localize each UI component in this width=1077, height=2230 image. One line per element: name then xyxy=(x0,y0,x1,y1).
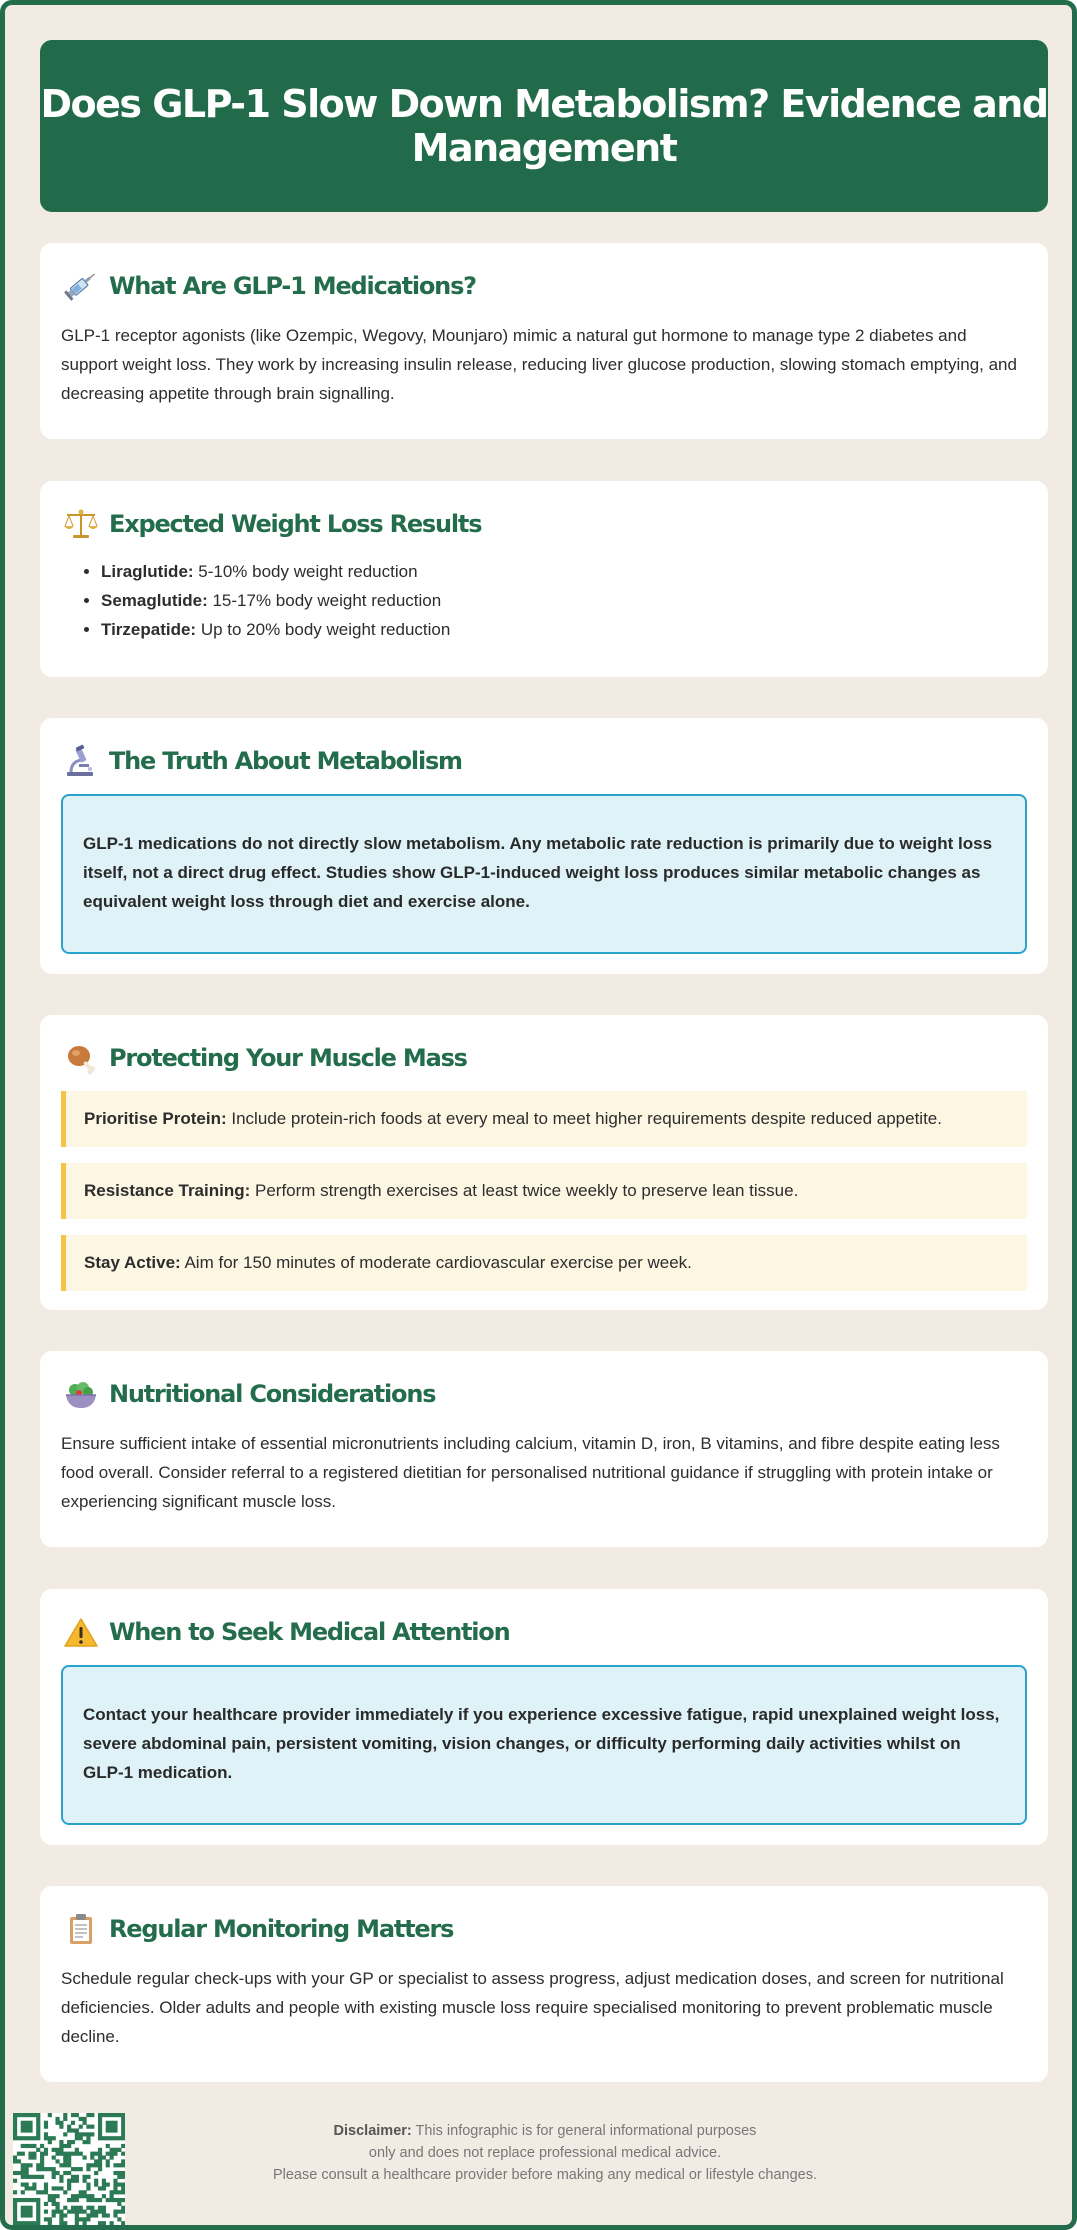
list-item xyxy=(101,586,1027,615)
section-header xyxy=(61,505,1027,543)
metabolism-callout: GLP-1 medications do not directly slow metabolism. Any metabolic rate reduction is primarily due to weight loss itself, not a direct drug effect. Studies show GLP-1-induced weight loss produces similar metabolic changes as equivalent weight loss through diet and exercise alone. xyxy=(61,794,1027,954)
disclaimer-line: Please consult a healthcare provider before making any medical or lifestyle changes. xyxy=(272,2167,818,2183)
tip-label: Resistance Training: xyxy=(84,1181,251,1200)
section-header xyxy=(61,1910,1027,1948)
salad-bowl-icon xyxy=(61,1377,101,1411)
section-title: When to Seek Medical Attention xyxy=(109,1618,510,1646)
section-header xyxy=(61,742,1027,780)
tip-item xyxy=(61,1163,1027,1219)
list-item xyxy=(101,557,1027,586)
section-title: What Are GLP-1 Medications? xyxy=(109,272,476,300)
section-header xyxy=(61,267,1027,305)
medical-callout: Contact your healthcare provider immediately if you experience excessive fatigue, rapid unexplained weight loss, severe abdominal pain, persistent vomiting, vision changes, or difficulty performing daily activities whilst on GLP-1 medication. xyxy=(61,1665,1027,1825)
section-title: Expected Weight Loss Results xyxy=(109,510,482,538)
section-title: The Truth About Metabolism xyxy=(109,747,462,775)
drug-name: Liraglutide: xyxy=(101,562,194,581)
section-nutrition xyxy=(40,1351,1048,1547)
section-body: Schedule regular check-ups with your GP or specialist to assess progress, adjust medication doses, and screen for nutritional deficiencies. Older adults and people with existing muscle loss require specialised monitoring to prevent problematic muscle decline. xyxy=(61,1969,1004,2046)
tip-text: Include protein-rich foods at every meal to meet higher requirements despite reduced appetite. xyxy=(226,1109,942,1128)
section-title: Nutritional Considerations xyxy=(109,1380,436,1408)
section-truth-metabolism xyxy=(40,718,1048,974)
disclaimer xyxy=(135,2120,955,2186)
tip-label: Prioritise Protein: xyxy=(84,1109,227,1128)
list-item xyxy=(101,615,1027,644)
tip-label: Stay Active: xyxy=(84,1253,181,1272)
syringe-icon xyxy=(61,269,101,303)
drug-result: Up to 20% body weight reduction xyxy=(196,620,451,639)
tip-text: Aim for 150 minutes of moderate cardiovascular exercise per week. xyxy=(180,1253,692,1272)
section-body: GLP-1 receptor agonists (like Ozempic, Wegovy, Mounjaro) mimic a natural gut hormone to manage type 2 diabetes and support weight loss. They work by increasing insulin release, reducing liver glucose production, slowing stomach emptying, and decreasing appetite through brain signalling. xyxy=(61,326,1017,403)
warning-icon xyxy=(61,1615,101,1649)
clipboard-icon xyxy=(61,1912,101,1946)
results-list xyxy=(61,557,1027,644)
section-header xyxy=(61,1039,1027,1077)
drug-result: 15-17% body weight reduction xyxy=(207,591,442,610)
disclaimer-label: Disclaimer: xyxy=(333,2123,412,2139)
section-weight-loss-results xyxy=(40,481,1048,677)
microscope-icon xyxy=(61,744,101,778)
section-header xyxy=(61,1613,1027,1651)
section-title: Protecting Your Muscle Mass xyxy=(109,1044,467,1072)
section-medical-attention xyxy=(40,1589,1048,1845)
drumstick-icon xyxy=(61,1041,101,1075)
drug-result: 5-10% body weight reduction xyxy=(193,562,418,581)
header-banner xyxy=(40,40,1048,212)
section-monitoring xyxy=(40,1886,1048,2082)
section-muscle-mass xyxy=(40,1015,1048,1310)
disclaimer-line xyxy=(135,2120,955,2142)
section-body: Ensure sufficient intake of essential micronutrients including calcium, vitamin D, iron, B vitamins, and fibre despite eating less food overall. Consider referral to a registered dietitian for personalised nutritional guidance if struggling with protein intake or experiencing significant muscle loss. xyxy=(61,1434,1000,1511)
scales-icon xyxy=(61,507,101,541)
section-what-are-glp1 xyxy=(40,243,1048,439)
tip-item xyxy=(61,1235,1027,1291)
disclaimer-line: only and does not replace professional medical advice. xyxy=(368,2145,722,2161)
page-title: Does GLP-1 Slow Down Metabolism? Evidence and Management xyxy=(40,82,1048,170)
section-header xyxy=(61,1375,1027,1413)
disclaimer-text: This infographic is for general informational purposes xyxy=(411,2123,757,2139)
tip-text: Perform strength exercises at least twice weekly to preserve lean tissue. xyxy=(250,1181,799,1200)
qr-code[interactable] xyxy=(13,2113,125,2225)
section-title: Regular Monitoring Matters xyxy=(109,1915,454,1943)
drug-name: Semaglutide: xyxy=(101,591,208,610)
tip-item xyxy=(61,1091,1027,1147)
drug-name: Tirzepatide: xyxy=(101,620,197,639)
